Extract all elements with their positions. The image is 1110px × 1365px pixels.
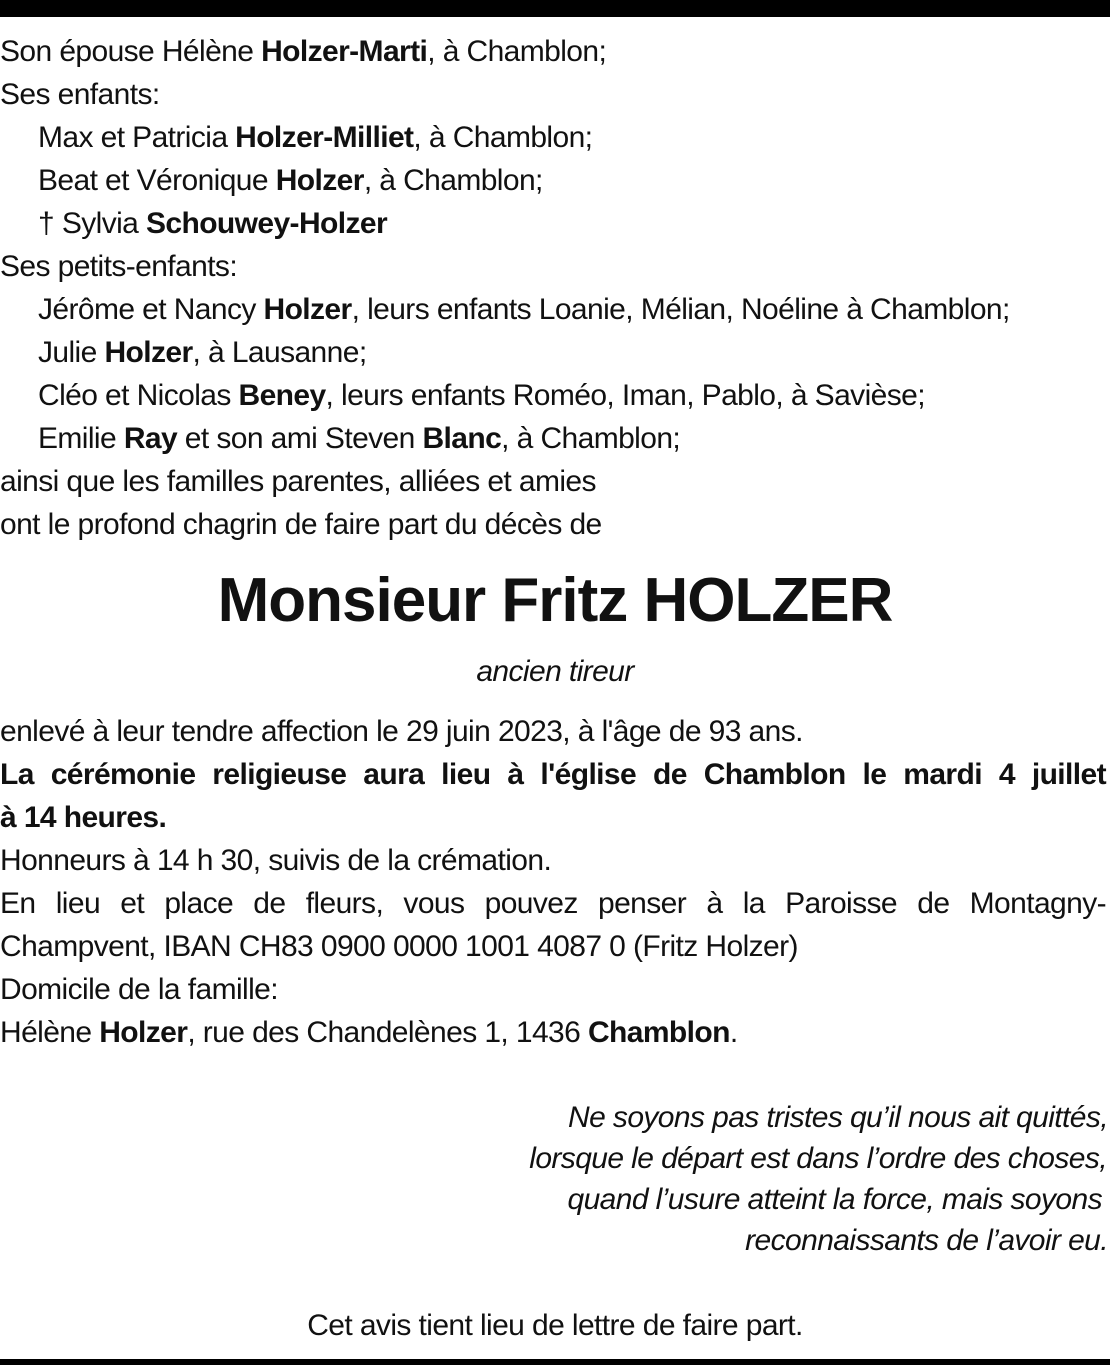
children-heading: Ses enfants: xyxy=(0,78,160,111)
poem-line: reconnaissants de l’avoir eu. xyxy=(745,1224,1108,1257)
top-rule xyxy=(0,0,1110,17)
family-section xyxy=(0,30,1106,546)
grandchild-middle: et son ami Steven xyxy=(177,422,423,455)
grandchildren-heading: Ses petits-enfants: xyxy=(0,250,238,283)
poem-line: quand l’usure atteint la force, mais soyons xyxy=(567,1183,1102,1216)
poem xyxy=(408,1097,1108,1261)
child-prefix: Max et Patricia xyxy=(38,121,236,154)
ceremony-line-1: La cérémonie religieuse aura lieu à l'église de Chamblon le mardi 4 juillet xyxy=(0,758,1106,791)
spouse-prefix: Son épouse Hélène xyxy=(0,35,262,68)
death-line: enlevé à leur tendre affection le 29 juin 2023, à l'âge de 93 ans. xyxy=(0,715,803,748)
closing-line-1: ainsi que les familles parentes, alliées et amies xyxy=(0,465,596,498)
grandchild-name: Ray xyxy=(123,422,178,455)
spouse-name: Holzer-Marti xyxy=(261,35,428,68)
domicile-name: Holzer xyxy=(99,1016,188,1049)
deceased-title: ancien tireur xyxy=(476,655,634,688)
grandchild-name: Holzer xyxy=(104,336,193,369)
child-line xyxy=(0,202,1106,245)
grandchild-line xyxy=(0,331,1106,374)
child-prefix: † Sylvia xyxy=(38,207,146,240)
grandchild-prefix: Cléo et Nicolas xyxy=(38,379,239,412)
child-suffix: , à Chamblon; xyxy=(413,121,593,154)
spouse-line xyxy=(0,30,1106,73)
grandchild-suffix: , à Lausanne; xyxy=(192,336,367,369)
donation-line-1: En lieu et place de fleurs, vous pouvez penser à la Paroisse de Montagny- xyxy=(0,887,1106,920)
footer-note: Cet avis tient lieu de lettre de faire part. xyxy=(307,1309,803,1342)
child-prefix: Beat et Véronique xyxy=(38,164,276,197)
grandchild-suffix: , à Chamblon; xyxy=(501,422,681,455)
domicile-suffix: . xyxy=(729,1016,738,1049)
donation-line-2: Champvent, IBAN CH83 0900 0000 1001 4087 0 (Fritz Holzer) xyxy=(0,930,798,963)
deceased-name: Monsieur Fritz HOLZER xyxy=(217,566,893,635)
poem-line: lorsque le départ est dans l’ordre des choses, xyxy=(529,1142,1107,1175)
child-suffix: , à Chamblon; xyxy=(363,164,543,197)
details-section xyxy=(0,710,1106,1054)
grandchild-line xyxy=(0,374,1106,417)
spouse-suffix: , à Chamblon; xyxy=(427,35,607,68)
domicile-city: Chamblon xyxy=(587,1016,730,1049)
poem-line: Ne soyons pas tristes qu’il nous ait quittés, xyxy=(568,1101,1108,1134)
grandchild-suffix: , leurs enfants Roméo, Iman, Pablo, à Savièse; xyxy=(325,379,925,412)
grandchild-name: Holzer xyxy=(263,293,352,326)
grandchild-prefix: Julie xyxy=(38,336,105,369)
closing-line-2: ont le profond chagrin de faire part du décès de xyxy=(0,508,602,541)
domicile-prefix: Hélène xyxy=(0,1016,100,1049)
grandchild-prefix: Emilie xyxy=(38,422,124,455)
child-name: Schouwey-Holzer xyxy=(145,207,388,240)
grandchild-name: Beney xyxy=(238,379,326,412)
domicile-line xyxy=(0,1011,1106,1054)
grandchild-suffix: , leurs enfants Loanie, Mélian, Noéline à Chamblon; xyxy=(351,293,1010,326)
honours-line: Honneurs à 14 h 30, suivis de la crémation. xyxy=(0,844,552,877)
child-name: Holzer xyxy=(275,164,364,197)
child-line xyxy=(0,116,1106,159)
domicile-heading: Domicile de la famille: xyxy=(0,973,278,1006)
grandchild-name-2: Blanc xyxy=(422,422,502,455)
grandchild-line xyxy=(0,417,1106,460)
grandchild-prefix: Jérôme et Nancy xyxy=(38,293,264,326)
grandchild-line xyxy=(0,288,1106,331)
domicile-address: , rue des Chandelènes 1, 1436 xyxy=(187,1016,588,1049)
bottom-rule xyxy=(0,1359,1110,1365)
ceremony-line-2: à 14 heures. xyxy=(0,801,167,834)
child-line xyxy=(0,159,1106,202)
child-name: Holzer-Milliet xyxy=(235,121,414,154)
